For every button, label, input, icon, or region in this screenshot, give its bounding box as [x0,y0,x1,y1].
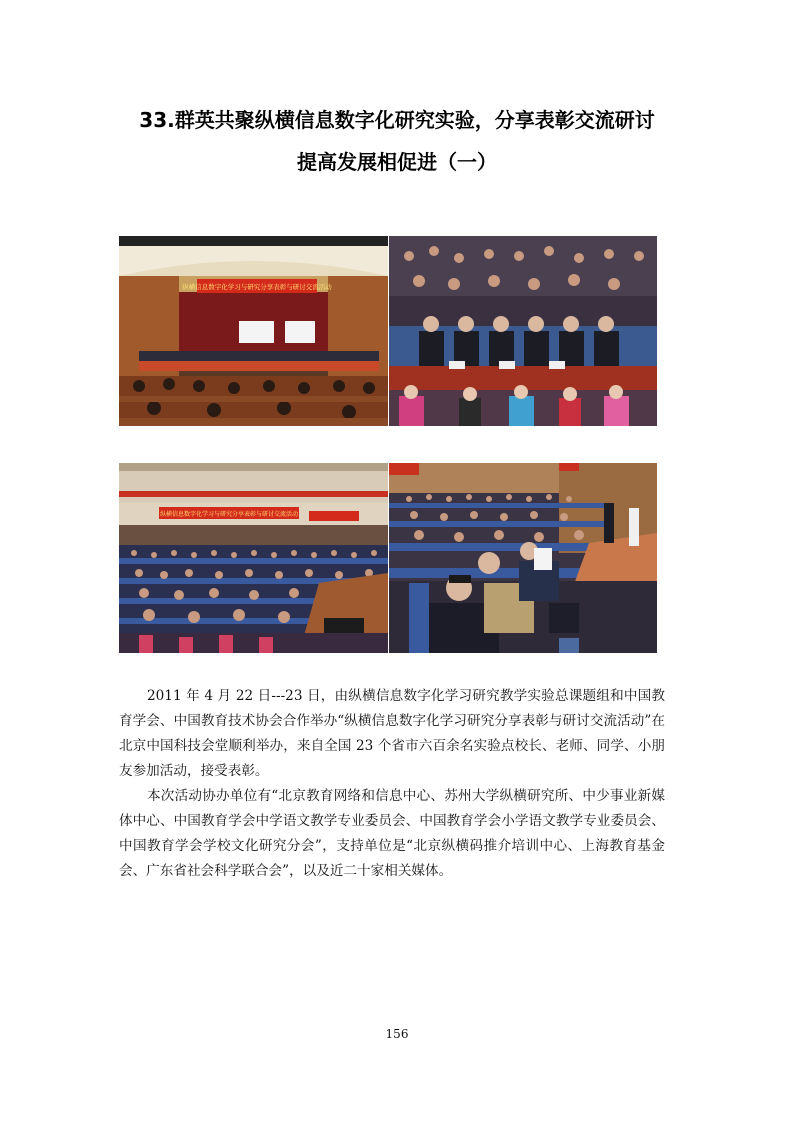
photo-audience-front-rows [389,236,657,426]
page-title-line-2: 提高发展相促进（一） [297,150,497,174]
photo-auditorium-stage [119,236,388,426]
page-title-line-1: 33.群英共聚纵横信息数字化研究实验，分享表彰交流研讨 [139,108,655,132]
photo-hall-wide-view [119,463,388,653]
photo-3-banner-text: 纵横信息数字化学习与研究分享表彰与研讨交流活动 [159,511,299,518]
body-paragraph-2: 本次活动协办单位有“北京教育网络和信息中心、苏州大学纵横研究所、中少事业新媒体中心、中国教育学会中学语文教学专业委员会、中国教育学会小学语文教学专业委员会、中国教育学会学校文化研究分会”，支持单位是“北京纵横码推介培训中心、上海教育基金会、广东省社会科学联合会”，以及近二十家相关媒体。 [119,788,665,879]
photo-1-banner-text: 纵横信息数字化学习与研究分享表彰与研讨交流活动 [182,283,332,291]
body-paragraph-1: 2011 年 4 月 22 日---23 日，由纵横信息数字化学习研究教学实验总课题组和中国教育学会、中国教育技术协会合作举办“纵横信息数字化学习研究分享表彰与研讨交流活动”在北京中国科技会堂顺利举办，来自全国 23 个省市六百余名实验点校长、老师、同学、小朋友参加活动，接受表彰。 [119,688,665,779]
photo-audience-side-aisle [389,463,657,653]
page-number: 156 [385,1027,409,1041]
